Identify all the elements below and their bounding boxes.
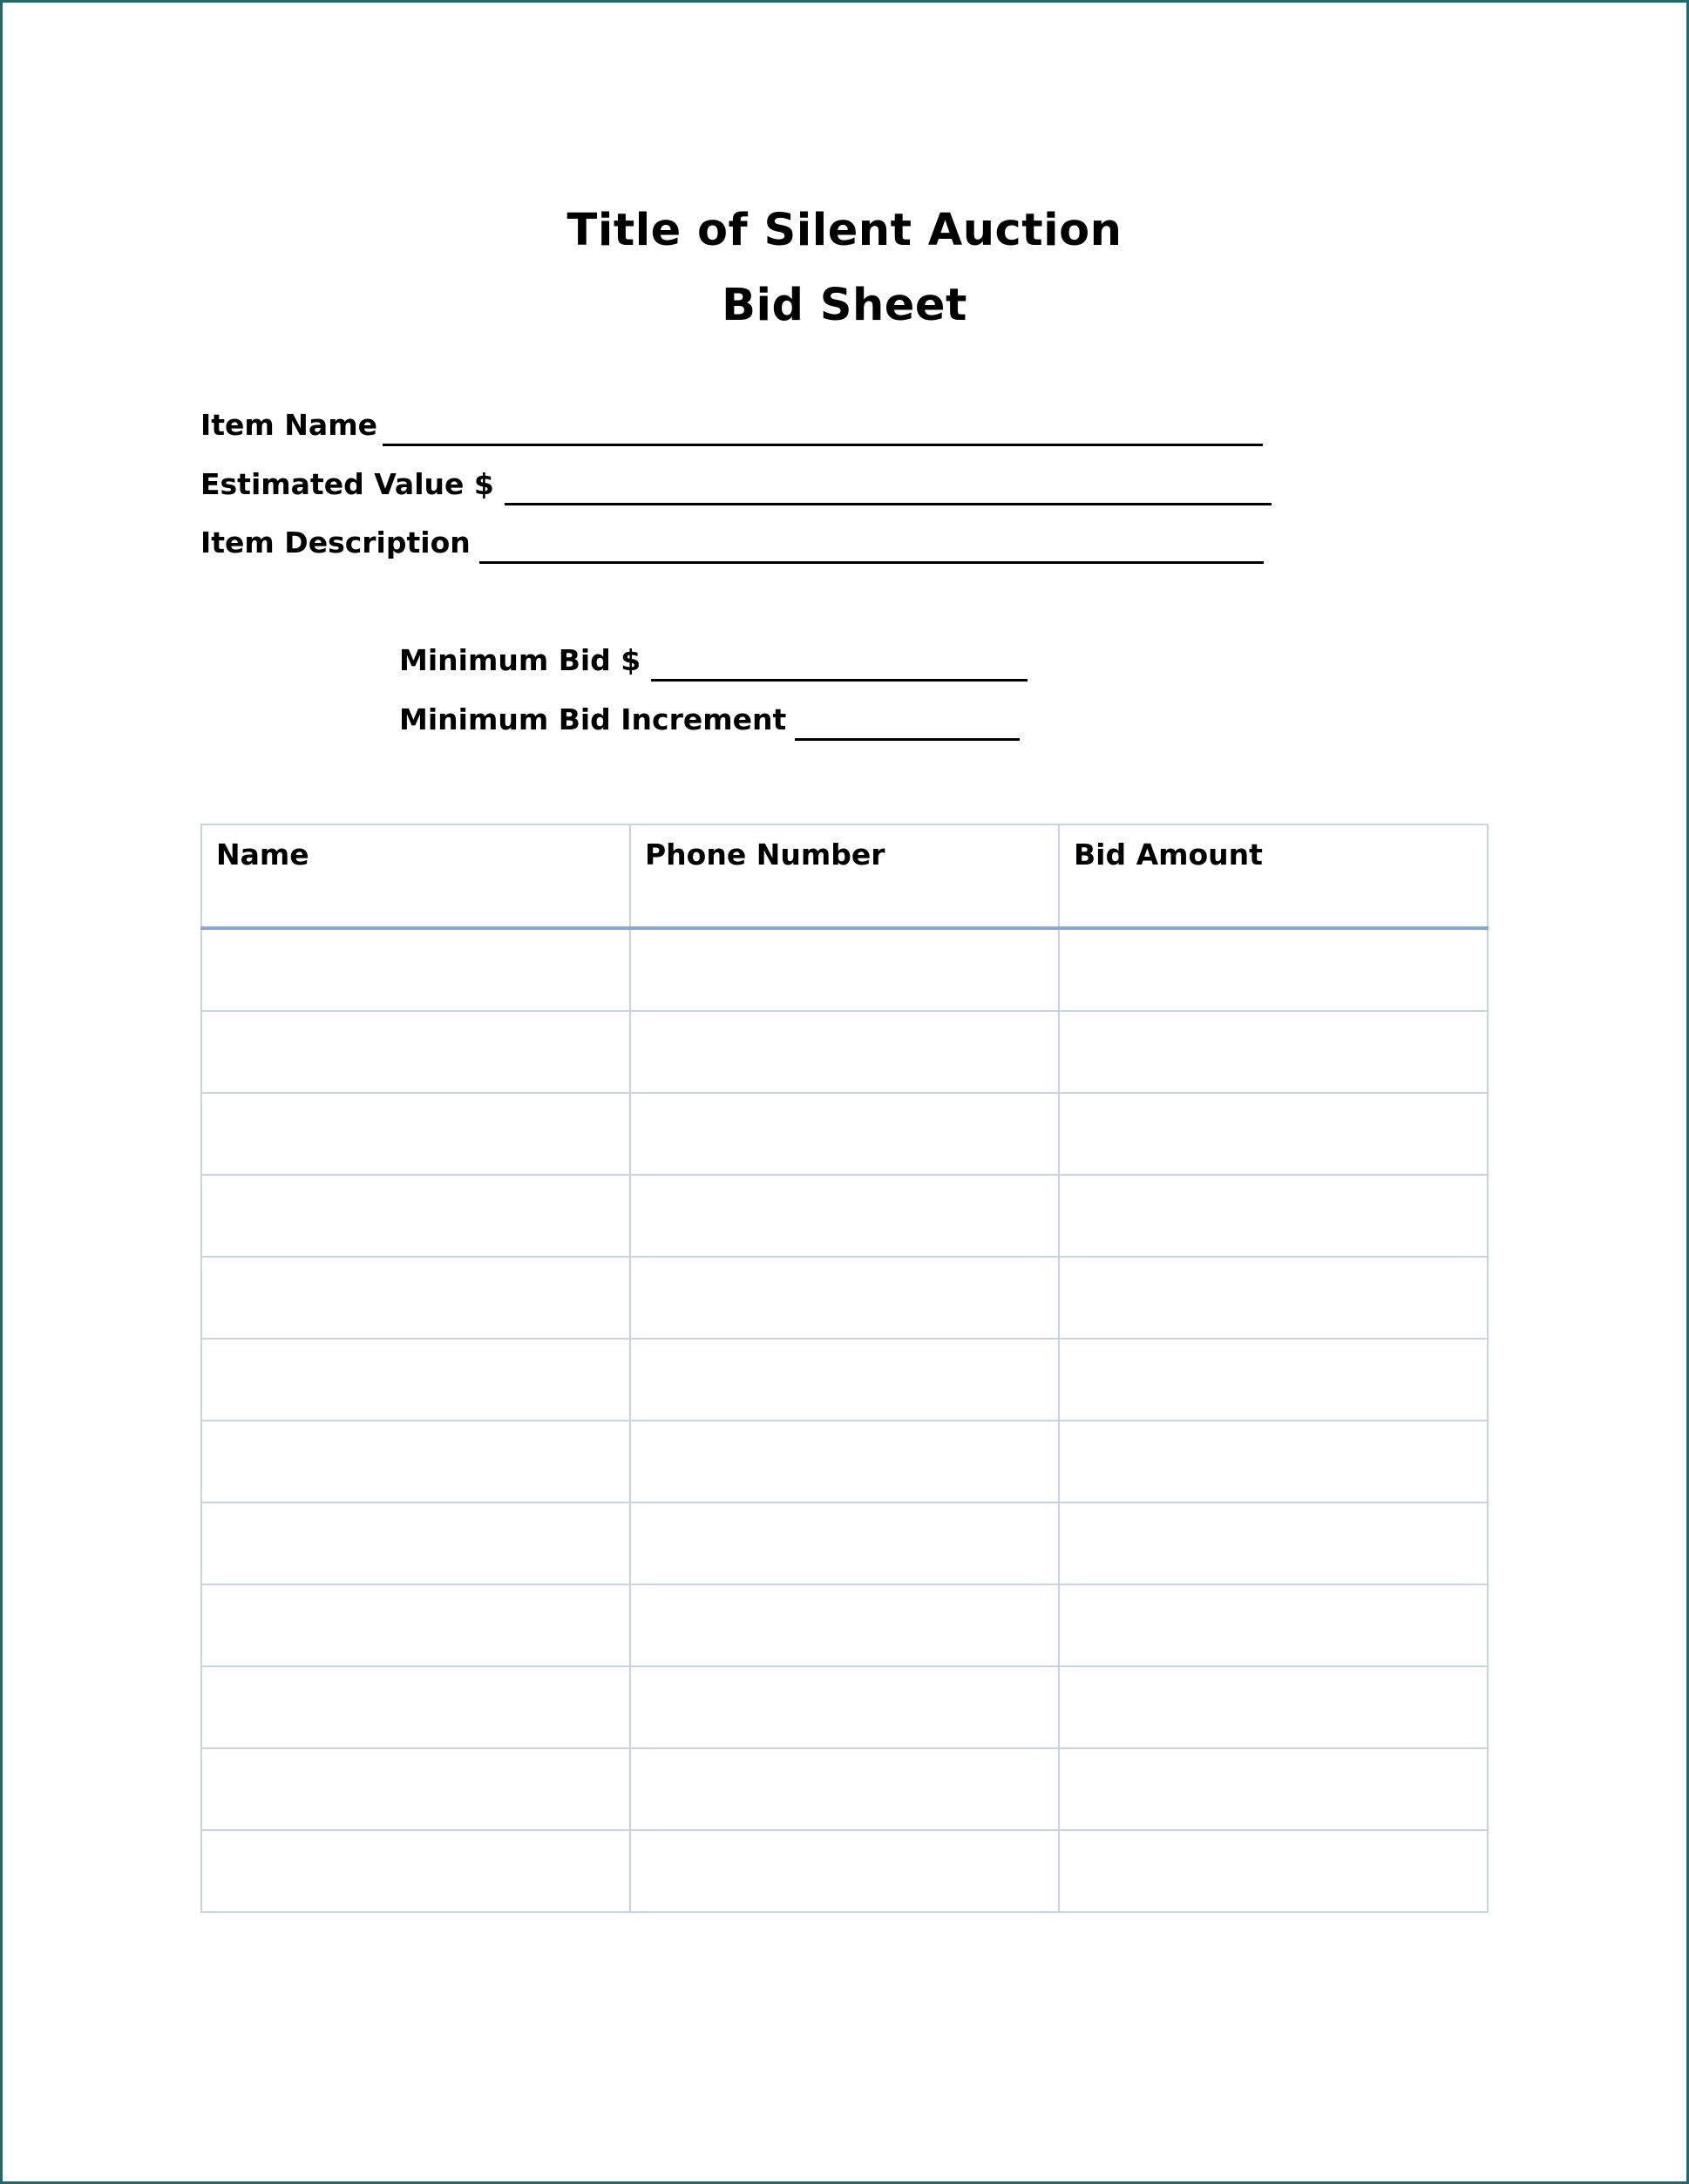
item-name-row <box>200 408 1263 451</box>
name-cell[interactable] <box>201 1011 630 1093</box>
table-row <box>201 1421 1488 1502</box>
phone-number-cell[interactable] <box>630 1666 1059 1748</box>
table-row <box>201 1093 1488 1175</box>
phone-number-cell[interactable] <box>630 1421 1059 1502</box>
name-cell[interactable] <box>201 1421 630 1502</box>
estimated-value-label: Estimated Value $ <box>200 467 494 501</box>
name-cell[interactable] <box>201 928 630 1011</box>
phone-number-cell[interactable] <box>630 928 1059 1011</box>
bid-amount-cell[interactable] <box>1059 1093 1488 1175</box>
phone-number-cell[interactable] <box>630 1502 1059 1584</box>
table-row <box>201 1339 1488 1421</box>
table-row <box>201 1011 1488 1093</box>
item-name-label: Item Name <box>200 408 377 442</box>
name-cell[interactable] <box>201 1584 630 1666</box>
bid-amount-cell[interactable] <box>1059 1175 1488 1257</box>
item-description-row <box>200 526 1264 569</box>
minimum-bid-increment-blank[interactable] <box>795 709 1020 741</box>
phone-number-cell[interactable] <box>630 1011 1059 1093</box>
bid-amount-cell[interactable] <box>1059 928 1488 1011</box>
table-row <box>201 1830 1488 1912</box>
phone-number-cell[interactable] <box>630 1093 1059 1175</box>
table-row <box>201 1175 1488 1257</box>
name-cell[interactable] <box>201 1175 630 1257</box>
item-description-label: Item Description <box>200 526 471 560</box>
phone-number-cell[interactable] <box>630 1339 1059 1421</box>
name-cell[interactable] <box>201 1093 630 1175</box>
bid-amount-cell[interactable] <box>1059 1666 1488 1748</box>
bid-table <box>200 824 1489 1913</box>
phone-number-cell[interactable] <box>630 1830 1059 1912</box>
column-header-bid-amount: Bid Amount <box>1059 824 1488 928</box>
item-description-blank[interactable] <box>479 532 1264 564</box>
bid-amount-cell[interactable] <box>1059 1339 1488 1421</box>
bid-amount-cell[interactable] <box>1059 1421 1488 1502</box>
name-cell[interactable] <box>201 1748 630 1830</box>
bid-amount-cell[interactable] <box>1059 1830 1488 1912</box>
name-cell[interactable] <box>201 1830 630 1912</box>
bid-amount-cell[interactable] <box>1059 1011 1488 1093</box>
column-header-phone-number: Phone Number <box>630 824 1059 928</box>
table-row <box>201 1748 1488 1830</box>
minimum-bid-increment-label: Minimum Bid Increment <box>399 702 787 736</box>
item-name-blank[interactable] <box>383 414 1263 446</box>
table-header-row <box>201 824 1488 928</box>
bid-table-body <box>201 928 1488 1912</box>
table-row <box>201 1584 1488 1666</box>
minimum-bid-label: Minimum Bid $ <box>399 643 641 677</box>
name-cell[interactable] <box>201 1666 630 1748</box>
name-cell[interactable] <box>201 1502 630 1584</box>
phone-number-cell[interactable] <box>630 1748 1059 1830</box>
minimum-bid-row <box>399 643 1028 687</box>
table-row <box>201 1502 1488 1584</box>
phone-number-cell[interactable] <box>630 1257 1059 1339</box>
phone-number-cell[interactable] <box>630 1175 1059 1257</box>
bid-amount-cell[interactable] <box>1059 1584 1488 1666</box>
table-row <box>201 1666 1488 1748</box>
auction-title: Title of Silent Auction <box>566 205 1123 256</box>
column-header-name: Name <box>201 824 630 928</box>
bid-amount-cell[interactable] <box>1059 1257 1488 1339</box>
name-cell[interactable] <box>201 1257 630 1339</box>
name-cell[interactable] <box>201 1339 630 1421</box>
title-block <box>0 193 1689 343</box>
minimum-bid-increment-row <box>399 702 1020 746</box>
bid-amount-cell[interactable] <box>1059 1502 1488 1584</box>
phone-number-cell[interactable] <box>630 1584 1059 1666</box>
bid-amount-cell[interactable] <box>1059 1748 1488 1830</box>
estimated-value-row <box>200 467 1272 511</box>
bid-sheet-title: Bid Sheet <box>722 280 967 331</box>
table-row <box>201 1257 1488 1339</box>
table-row <box>201 928 1488 1011</box>
minimum-bid-blank[interactable] <box>651 649 1028 682</box>
estimated-value-blank[interactable] <box>505 473 1272 505</box>
